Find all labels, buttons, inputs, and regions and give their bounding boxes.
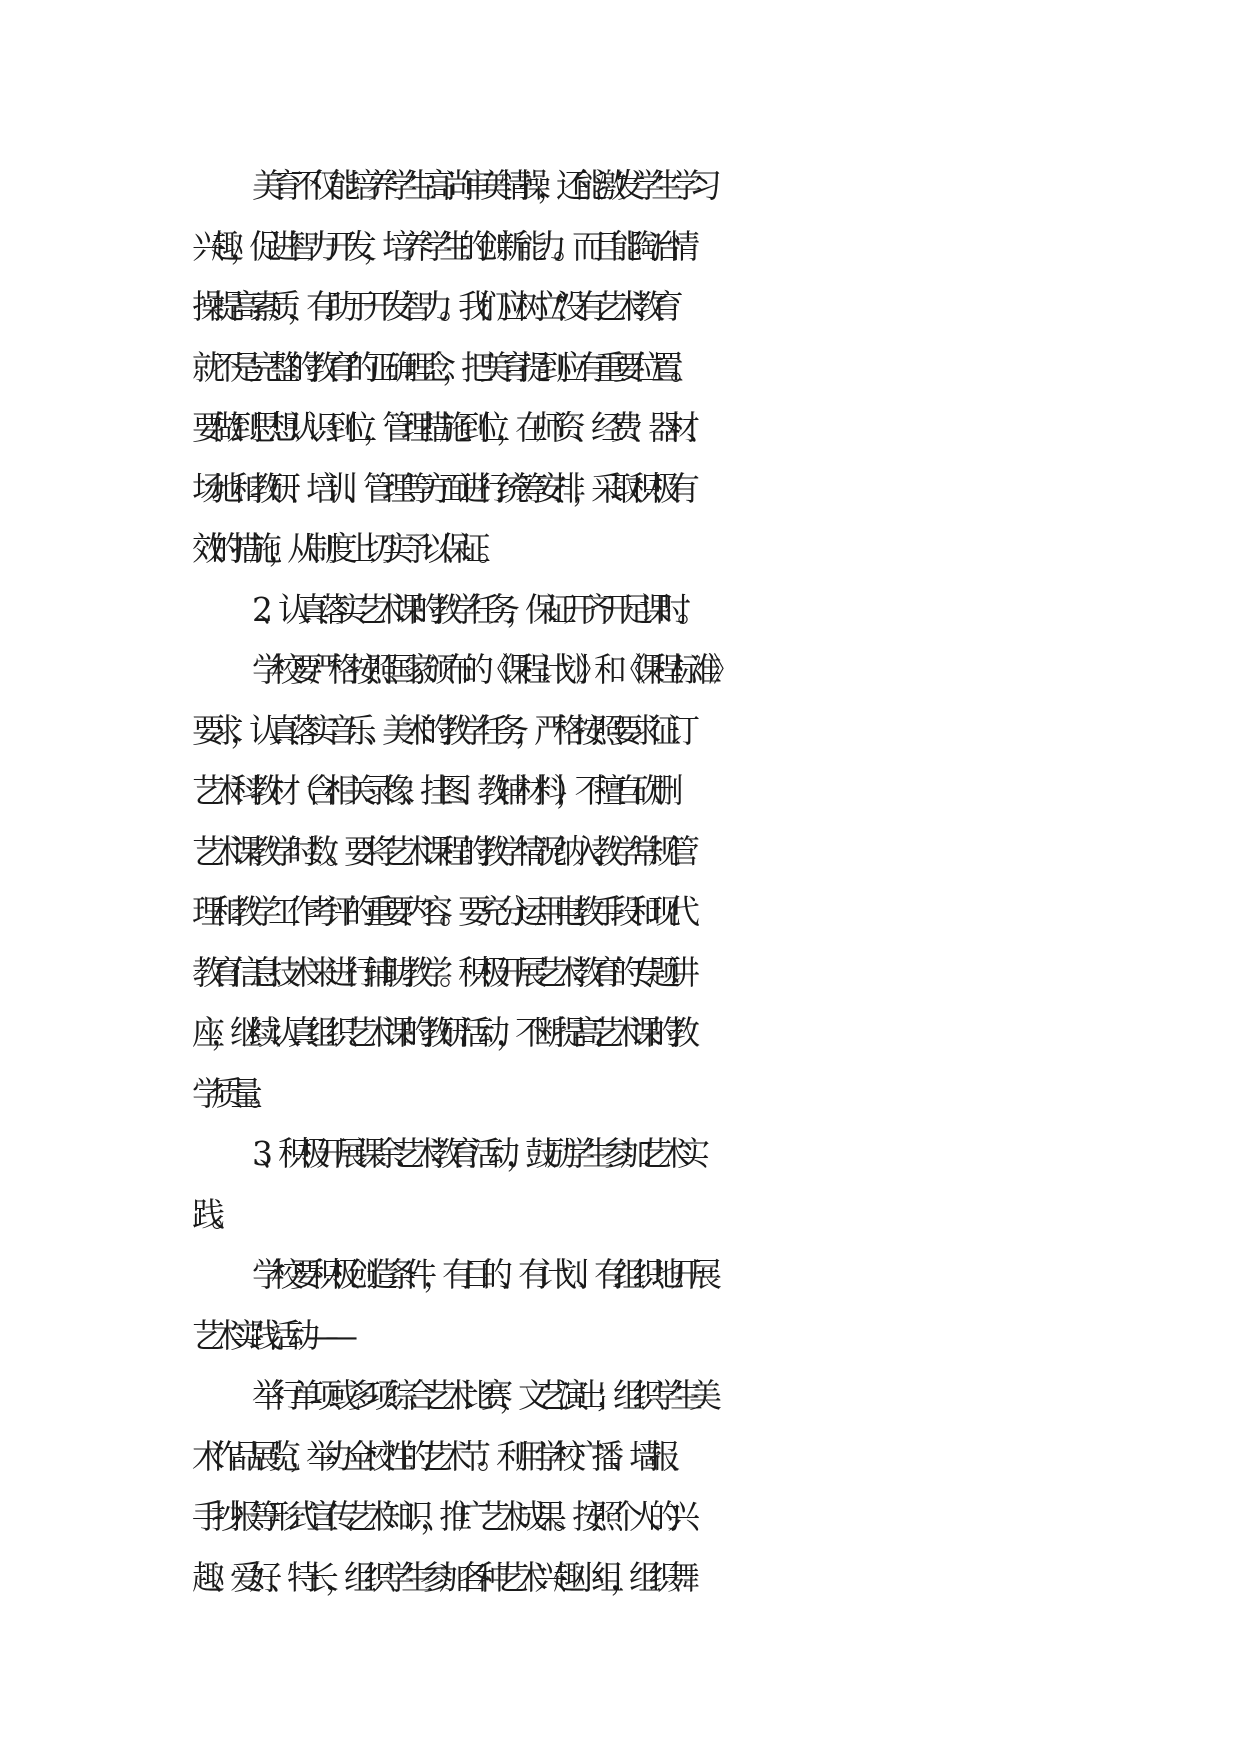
text-line: 3、积极开展课余艺术教育活动，鼓励学生参加艺术实 [252, 1134, 696, 1173]
section-heading-3 [192, 1124, 1072, 1245]
text-line: 2、认真落实艺术课的教学任务，保证开齐开足课时。 [252, 589, 696, 629]
text-line: 座，继续认真组织艺术课的教研活动，不断提高艺术课的教 [192, 1013, 686, 1052]
paragraph-curriculum [192, 640, 1072, 1124]
text-line: 学校要严格按照国家颁布的《课程计划》和《课程标准》 [252, 650, 727, 689]
text-line: 学校要积极创造条件，有目的、有计划、有组织地开展 [252, 1255, 708, 1294]
text-line: 手抄报等形式宣传艺术知识，推广艺术成果。按照个人的兴 [192, 1497, 686, 1536]
text-line: 场地和教研、培训、管理等方面进行统筹安排，采取积极有 [192, 468, 686, 508]
text-line: 趣、爱好、特长，组织学生参加各种艺术兴趣小组，组织舞 [192, 1557, 686, 1597]
text-line: 兴趣，促进智力开发，培养学生的创新能力。而且能陶冶情 [192, 226, 686, 266]
text-line: 操提高素质，有助于开发智力。我们应树立“没有艺术教育 [192, 287, 670, 326]
text-line: 理和教学工作考评的重要内容。要充分运用电教手段和现代 [192, 892, 686, 931]
text-line: 美育不仅能培养学生高尚审美情操，还能激发学生学习 [252, 166, 708, 205]
text-line: 教育信息技术来进行辅助教学。积极开展艺术教育的专题讲 [192, 952, 686, 992]
text-line: 效的措施，从制度上切实予以保证。 [192, 529, 496, 568]
text-line: 艺术课教学时数。要将艺术课程的教学情况纳入教学常规管 [192, 831, 686, 871]
text-line: 要求，认真落实音乐、美术的教学任务，严格按照要求征订 [192, 710, 686, 750]
text-line: 艺术实践活动—— [192, 1315, 344, 1355]
text-line: 举行单项或多项综合艺术比赛，文艺演出；组织学生美 [252, 1376, 708, 1415]
text-line: 要做到思想认识到位，管理措施到位，在师资、经费、器材、 [192, 408, 705, 447]
paragraph-practice-intro [192, 1245, 1072, 1366]
paragraph-aesthetic-education [192, 156, 1072, 580]
paragraph-activities [192, 1366, 1072, 1608]
text-line: 术作品展览；举办全校性的艺术节。利用学校广播、墙报、 [192, 1436, 686, 1476]
text-line: 学质量。 [192, 1073, 268, 1113]
section-heading-2 [192, 580, 1072, 641]
document-body [192, 156, 1072, 1608]
text-line: 就不是完整的教育”的正确理念，把美育提到应有重要位置。 [192, 347, 689, 387]
text-line: 艺术科教材（含相关录像、挂图、教辅材料），不擅自砍删 [192, 771, 670, 810]
text-line: 践。 [192, 1194, 230, 1234]
